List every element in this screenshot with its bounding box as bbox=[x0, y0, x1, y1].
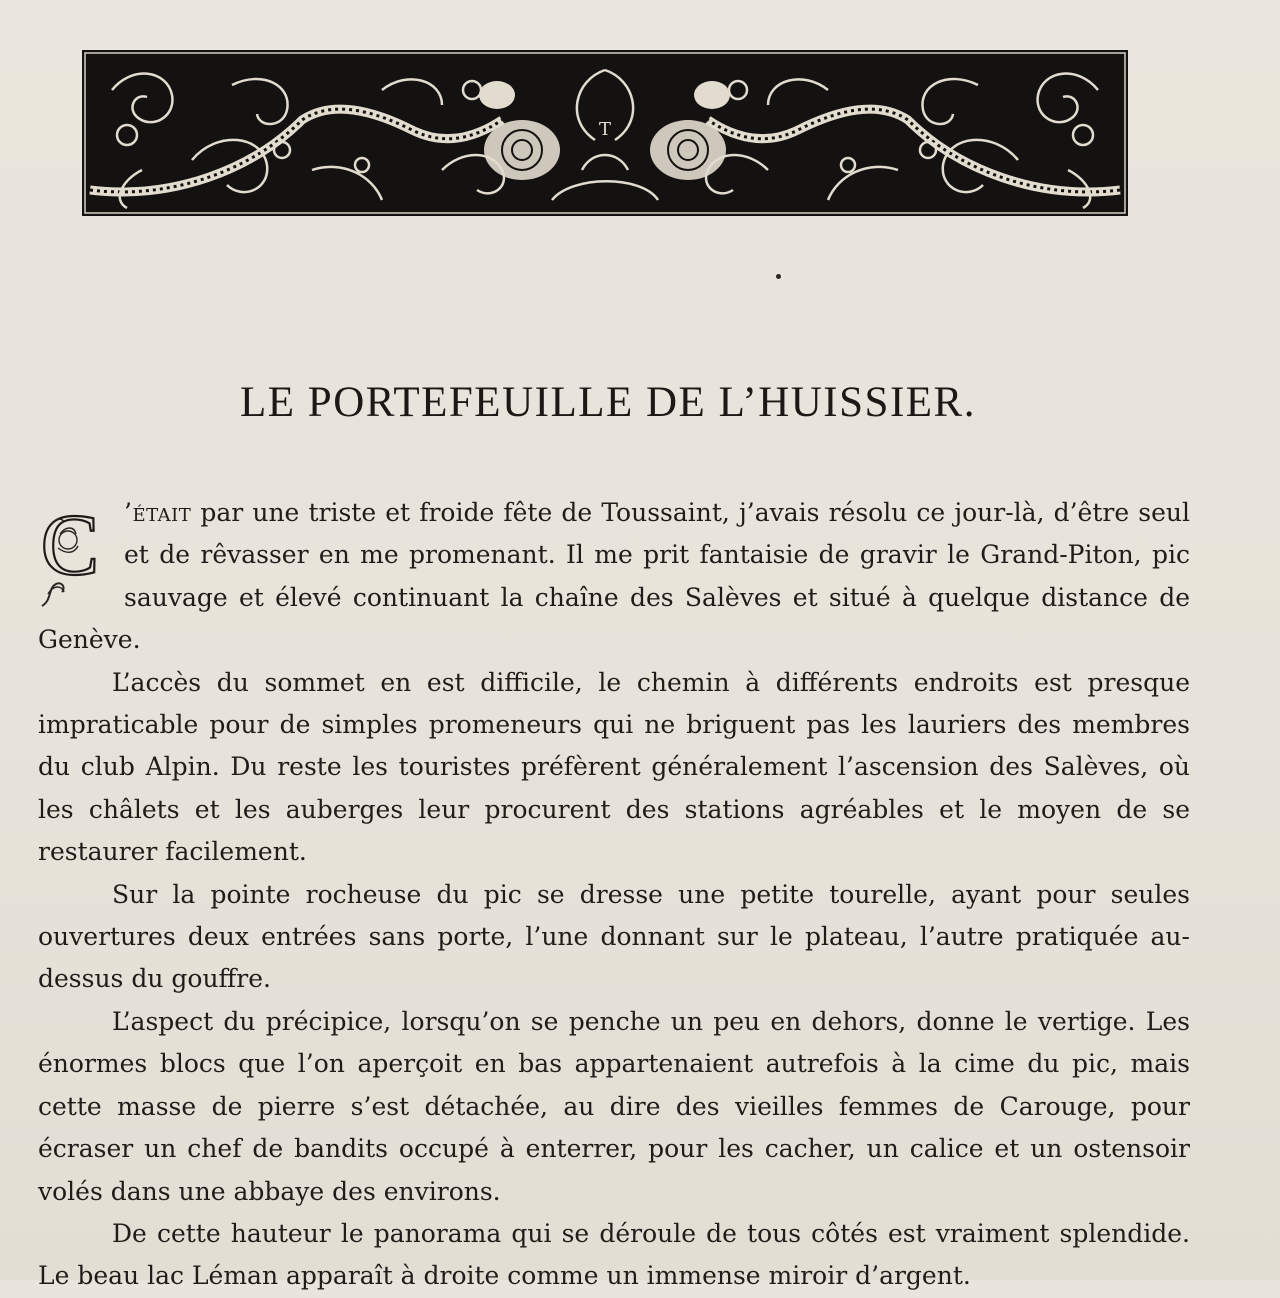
dropcap-initial bbox=[34, 494, 106, 614]
ink-dot bbox=[776, 274, 781, 279]
paragraph-1-text: par une triste et froide fête de Toussaint, j’avais résolu ce jour-là, d’être seul et de rêvasser en me promenant. Il me prit fantaisie de gravir le Grand-Piton, pic sauvage et élevé continuant la chaîne des Salèves et situé à quelque distance de Genève. bbox=[38, 498, 1190, 655]
paragraph-4: L’aspect du précipice, lorsqu’on se penche un peu en dehors, donne le vertige. Les énormes blocs que l’on aperçoit en bas appartenaient autrefois à la cime du pic, mais cette masse de pierre s’est détachée, au dire des vieilles femmes de Carouge, pour écraser un chef de bandits occupé à enterrer, pour les cacher, un calice et un ostensoir volés dans une abbaye des environs. bbox=[38, 1006, 1190, 1206]
svg-text:T: T bbox=[598, 119, 612, 140]
paragraph-5: De cette hauteur le panorama qui se déroule de tous côtés est vraiment splendide. Le beau lac Léman apparaît à droite comme un immense miroir d’argent. bbox=[38, 1218, 1190, 1291]
paragraph-3: Sur la pointe rocheuse du pic se dresse une petite tourelle, ayant pour seules ouvertures deux entrées sans porte, l’une donnant sur le plateau, l’autre pratiquée au-dessus du gouffre. bbox=[38, 879, 1190, 994]
chapter-title: LE PORTEFEUILLE DE L’HUISSIER. bbox=[240, 379, 976, 426]
ornamental-headpiece bbox=[82, 50, 1128, 216]
svg-text:C: C bbox=[40, 497, 100, 594]
paragraph-1 bbox=[38, 492, 1190, 662]
first-word-smallcaps: ’était bbox=[124, 498, 192, 527]
paragraph-2: L’accès du sommet en est difficile, le chemin à différents endroits est presque impraticable pour de simples promeneurs qui ne briguent pas les lauriers des membres du club Alpin. Du reste les touristes préfèrent généralement l’ascension des Salèves, où les châlets et les auberges leur procurent des stations agréables et le moyen de se restaurer facilement. bbox=[38, 667, 1190, 867]
body-text bbox=[38, 492, 1190, 1298]
